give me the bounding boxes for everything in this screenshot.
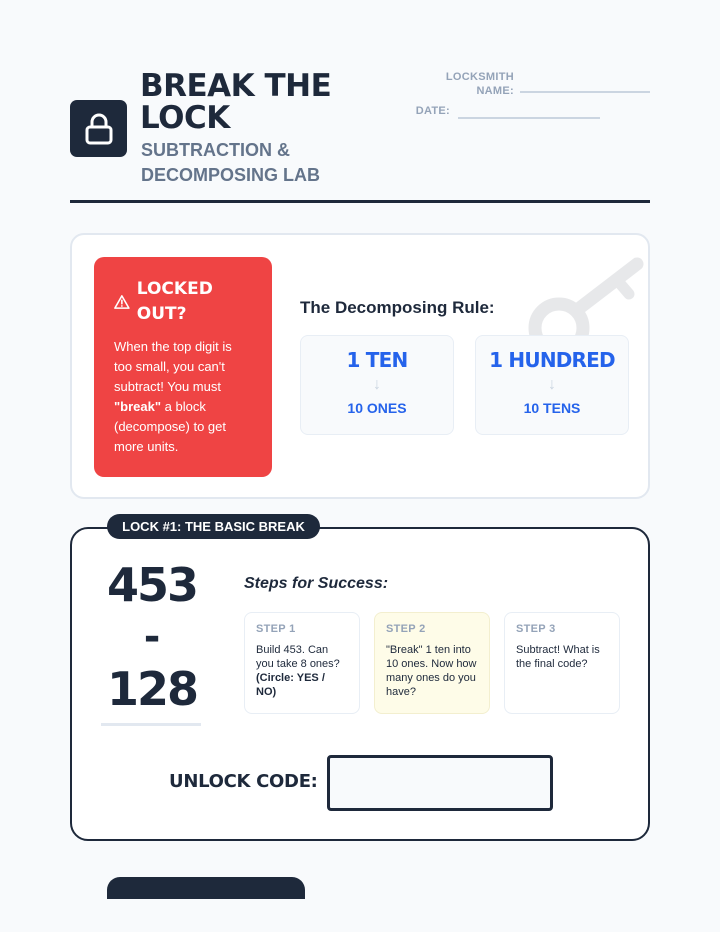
step-text: Subtract! What is the final code? — [516, 644, 600, 670]
date-label: DATE: — [415, 105, 450, 117]
subtraction-problem — [102, 559, 202, 715]
rule-to: 10 TENS — [523, 400, 581, 416]
rule-from: 1 HUNDRED — [489, 348, 615, 372]
unlock-code-input[interactable] — [327, 755, 553, 811]
minuend: 453 — [106, 558, 198, 612]
rule-hundred-to-tens — [475, 335, 629, 435]
rule-to: 10 ONES — [347, 400, 407, 416]
step-3-card — [504, 612, 620, 714]
page-title: BREAK THE LOCK — [140, 68, 332, 136]
rule-from: 1 TEN — [346, 348, 408, 372]
next-lock-tab — [107, 877, 305, 899]
date-line[interactable] — [458, 117, 600, 119]
lock-badge — [70, 100, 127, 157]
info-card — [70, 233, 650, 499]
rule-ten-to-ones — [300, 335, 454, 435]
down-arrow-icon: ↓ — [373, 376, 381, 393]
subtrahend: 128 — [106, 662, 198, 716]
alert-title: LOCKED OUT? — [136, 279, 213, 324]
name-line[interactable] — [520, 91, 650, 93]
step-label: STEP 2 — [386, 623, 426, 635]
alert-text: When the top digit is too small, you can't subtract! You must "break" a block (decompose) to get more units. — [114, 339, 232, 454]
lock-icon — [83, 112, 115, 146]
worksheet-header — [70, 70, 650, 200]
step-text: Build 453. Can you take 8 ones? (Circle: YES / NO) — [256, 644, 340, 698]
step-label: STEP 3 — [516, 623, 556, 635]
decomposing-rule-title: The Decomposing Rule: — [300, 298, 495, 317]
name-label: LOCKSMITH NAME: — [445, 71, 514, 97]
unlock-code-label: UNLOCK CODE: — [169, 771, 318, 792]
header-divider — [70, 200, 650, 203]
step-2-card — [374, 612, 490, 714]
step-text: "Break" 1 ten into 10 ones. Now how many ones do you have? — [386, 644, 477, 698]
step-1-card — [244, 612, 360, 714]
page-subtitle: SUBTRACTION & DECOMPOSING LAB — [141, 140, 321, 185]
step-label: STEP 1 — [256, 623, 296, 635]
minus-sign: - — [143, 614, 161, 660]
lock-1-card — [70, 527, 650, 841]
problem-underline — [101, 723, 201, 726]
locked-out-alert — [94, 257, 272, 477]
warning-icon — [114, 293, 130, 311]
lock-1-tab: LOCK #1: THE BASIC BREAK — [107, 514, 320, 539]
steps-title: Steps for Success: — [244, 575, 389, 592]
down-arrow-icon: ↓ — [548, 376, 556, 393]
